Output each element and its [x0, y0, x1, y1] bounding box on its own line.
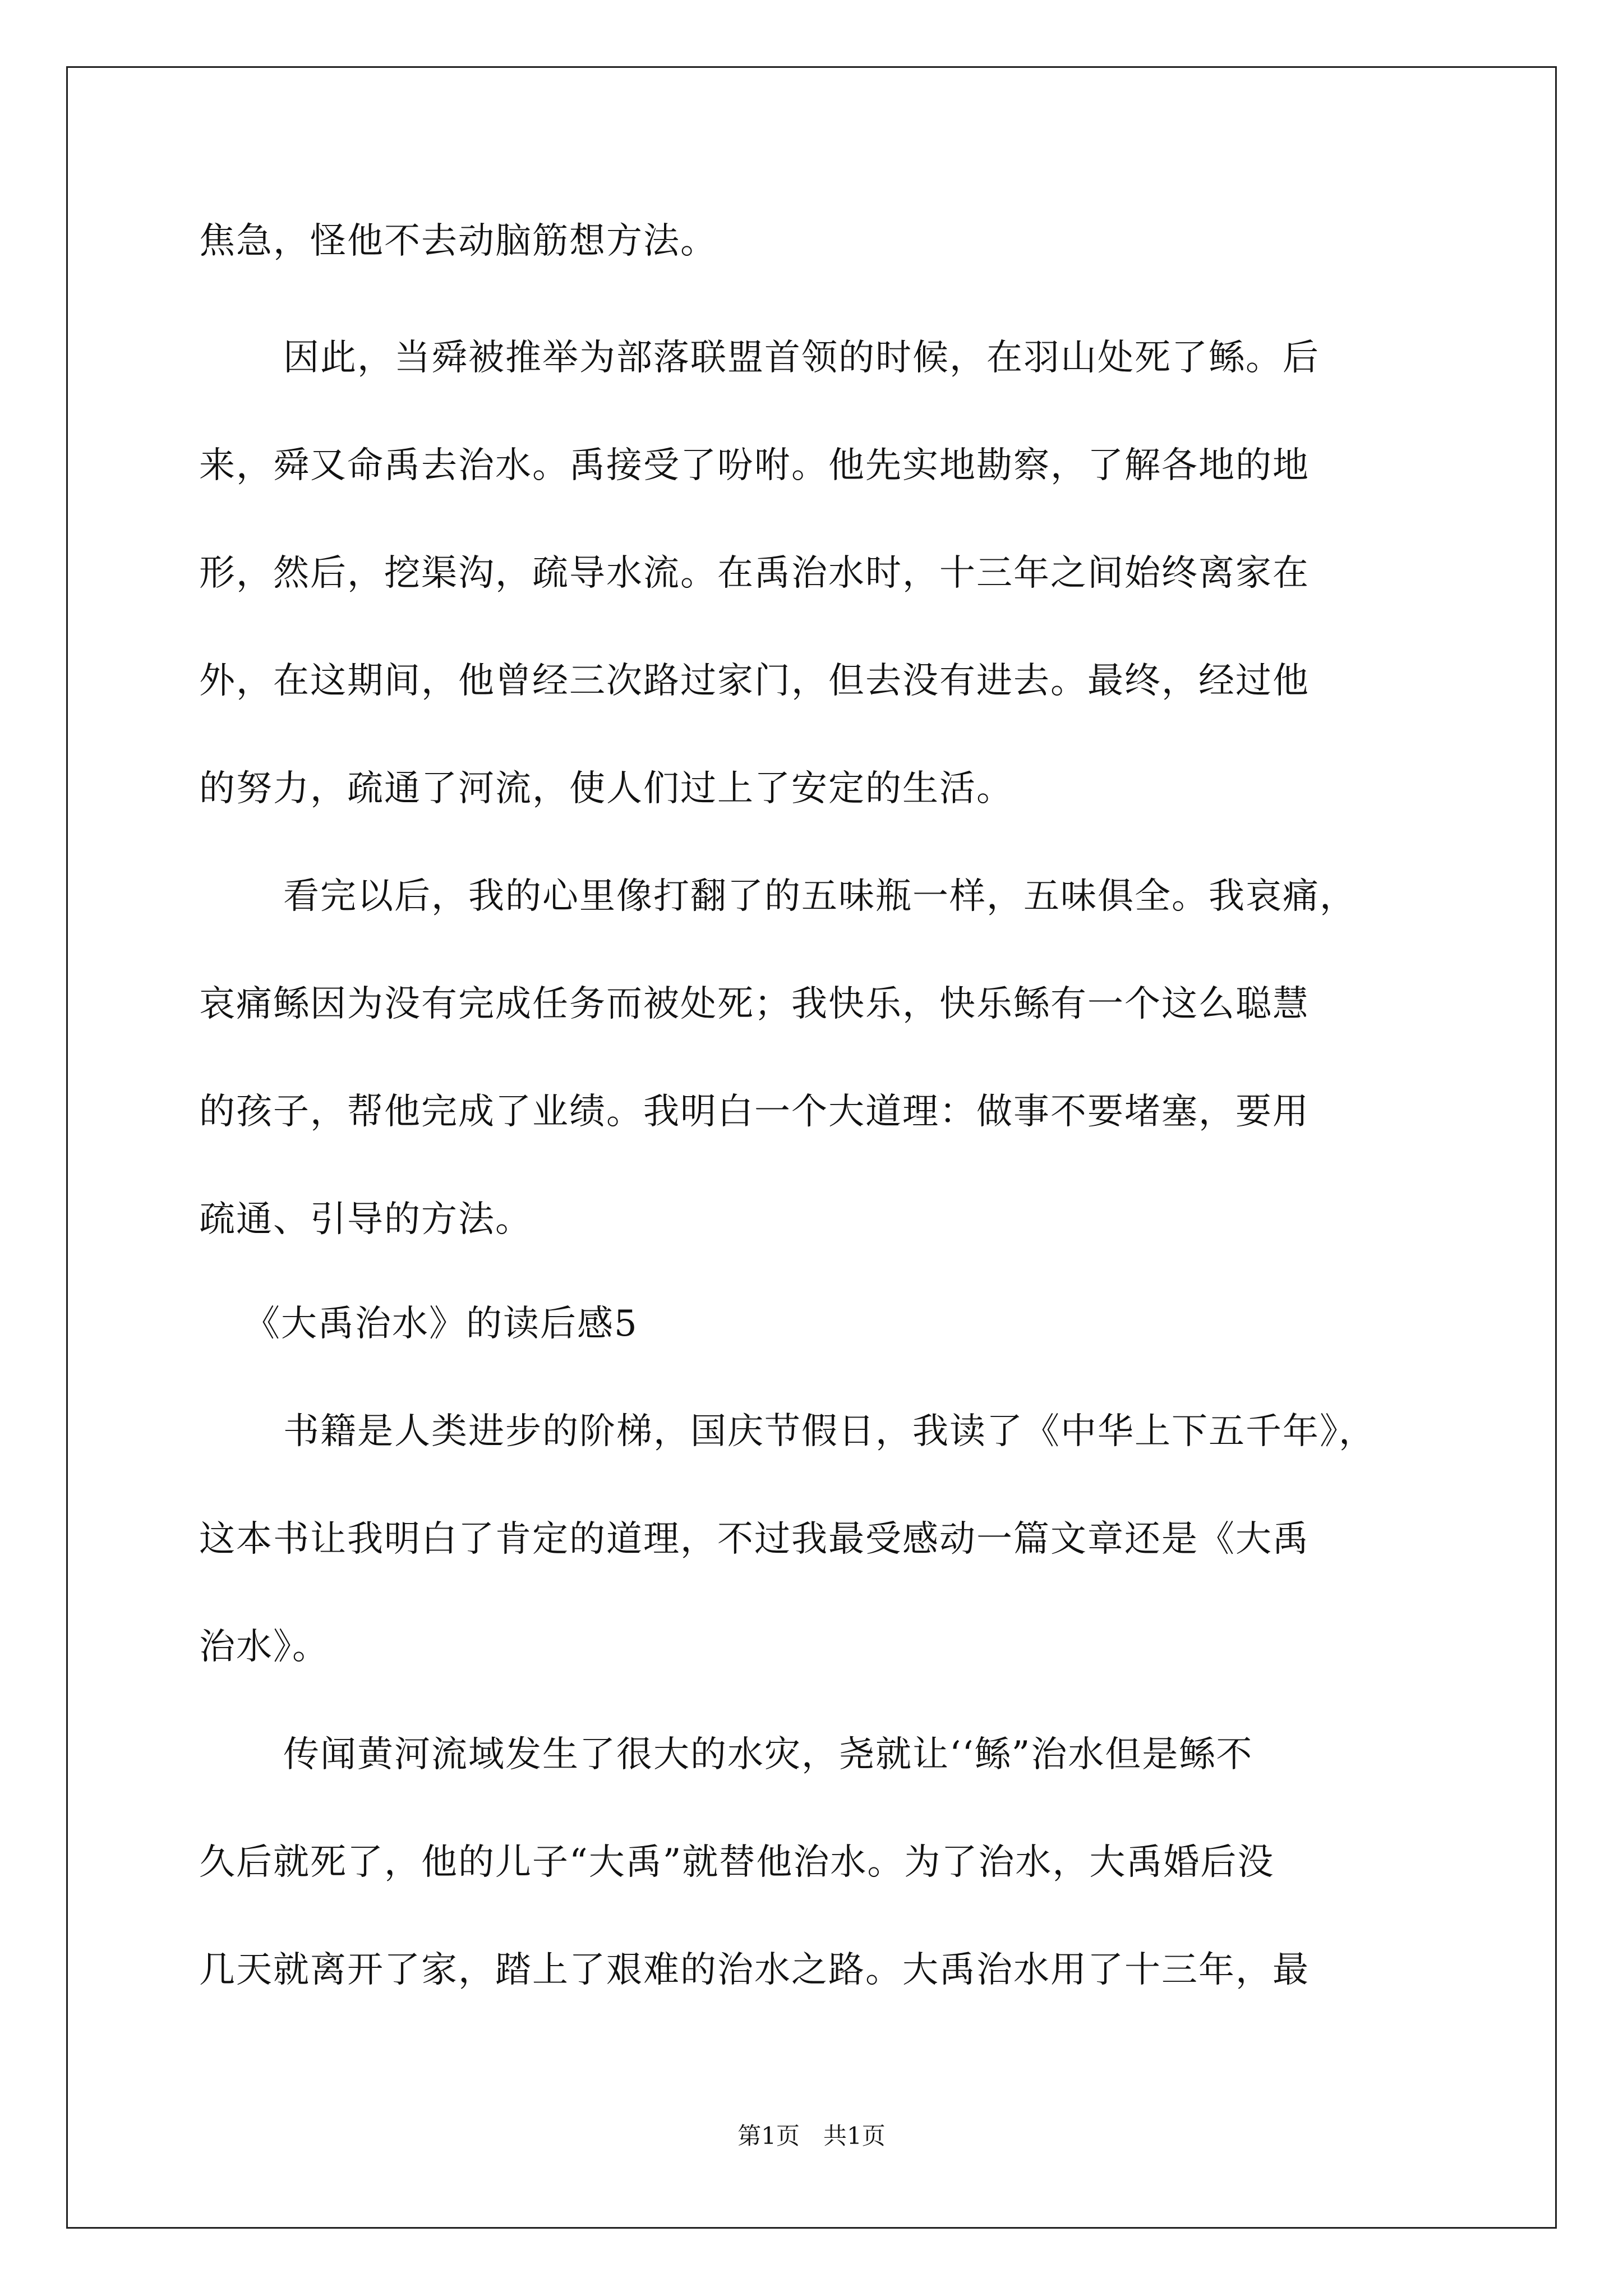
text-line: 治水》。: [199, 1626, 329, 1668]
text-line: 疏通、引导的方法。: [199, 1199, 532, 1240]
page-border: [66, 66, 1557, 2229]
text-line: 来，舜又命禹去治水。禹接受了吩咐。他先实地勘察，了解各地的地: [199, 445, 1310, 486]
page-number-footer: 第1页 共1页: [737, 2122, 886, 2150]
text-line: 这本书让我明白了肯定的道理，不过我最受感动一篇文章还是《大禹: [199, 1519, 1310, 1560]
text-line: 因此，当舜被推举为部落联盟首领的时候，在羽山处死了鲧。后: [283, 337, 1320, 379]
text-line: 几天就离开了家，踏上了艰难的治水之路。大禹治水用了十三年，最: [199, 1949, 1310, 1991]
text-line: 久后就死了，他的儿子“大禹”就替他治水。为了治水，大禹婚后没: [199, 1842, 1275, 1883]
section-heading: 《大禹治水》的读后感5: [244, 1303, 638, 1345]
text-line: 焦急，怪他不去动脑筋想方法。: [199, 220, 717, 262]
text-line: 的努力，疏通了河流，使人们过上了安定的生活。: [199, 768, 1013, 809]
text-line: 书籍是人类进步的阶梯，国庆节假日，我读了《中华上下五千年》，: [283, 1411, 1376, 1452]
text-line: 看完以后，我的心里像打翻了的五味瓶一样，五味俱全。我哀痛，: [283, 876, 1357, 917]
text-line: 传闻黄河流域发生了很大的水灾，尧就让‘‘鲧”治水但是鲧不: [283, 1734, 1253, 1775]
text-line: 哀痛鲧因为没有完成任务而被处死；我快乐，快乐鲧有一个这么聪慧: [199, 983, 1310, 1025]
text-line: 的孩子，帮他完成了业绩。我明白一个大道理：做事不要堵塞，要用: [199, 1091, 1310, 1133]
text-line: 外，在这期间，他曾经三次路过家门，但去没有进去。最终，经过他: [199, 660, 1310, 702]
text-line: 形，然后，挖渠沟，疏导水流。在禹治水时，十三年之间始终离家在: [199, 553, 1310, 594]
